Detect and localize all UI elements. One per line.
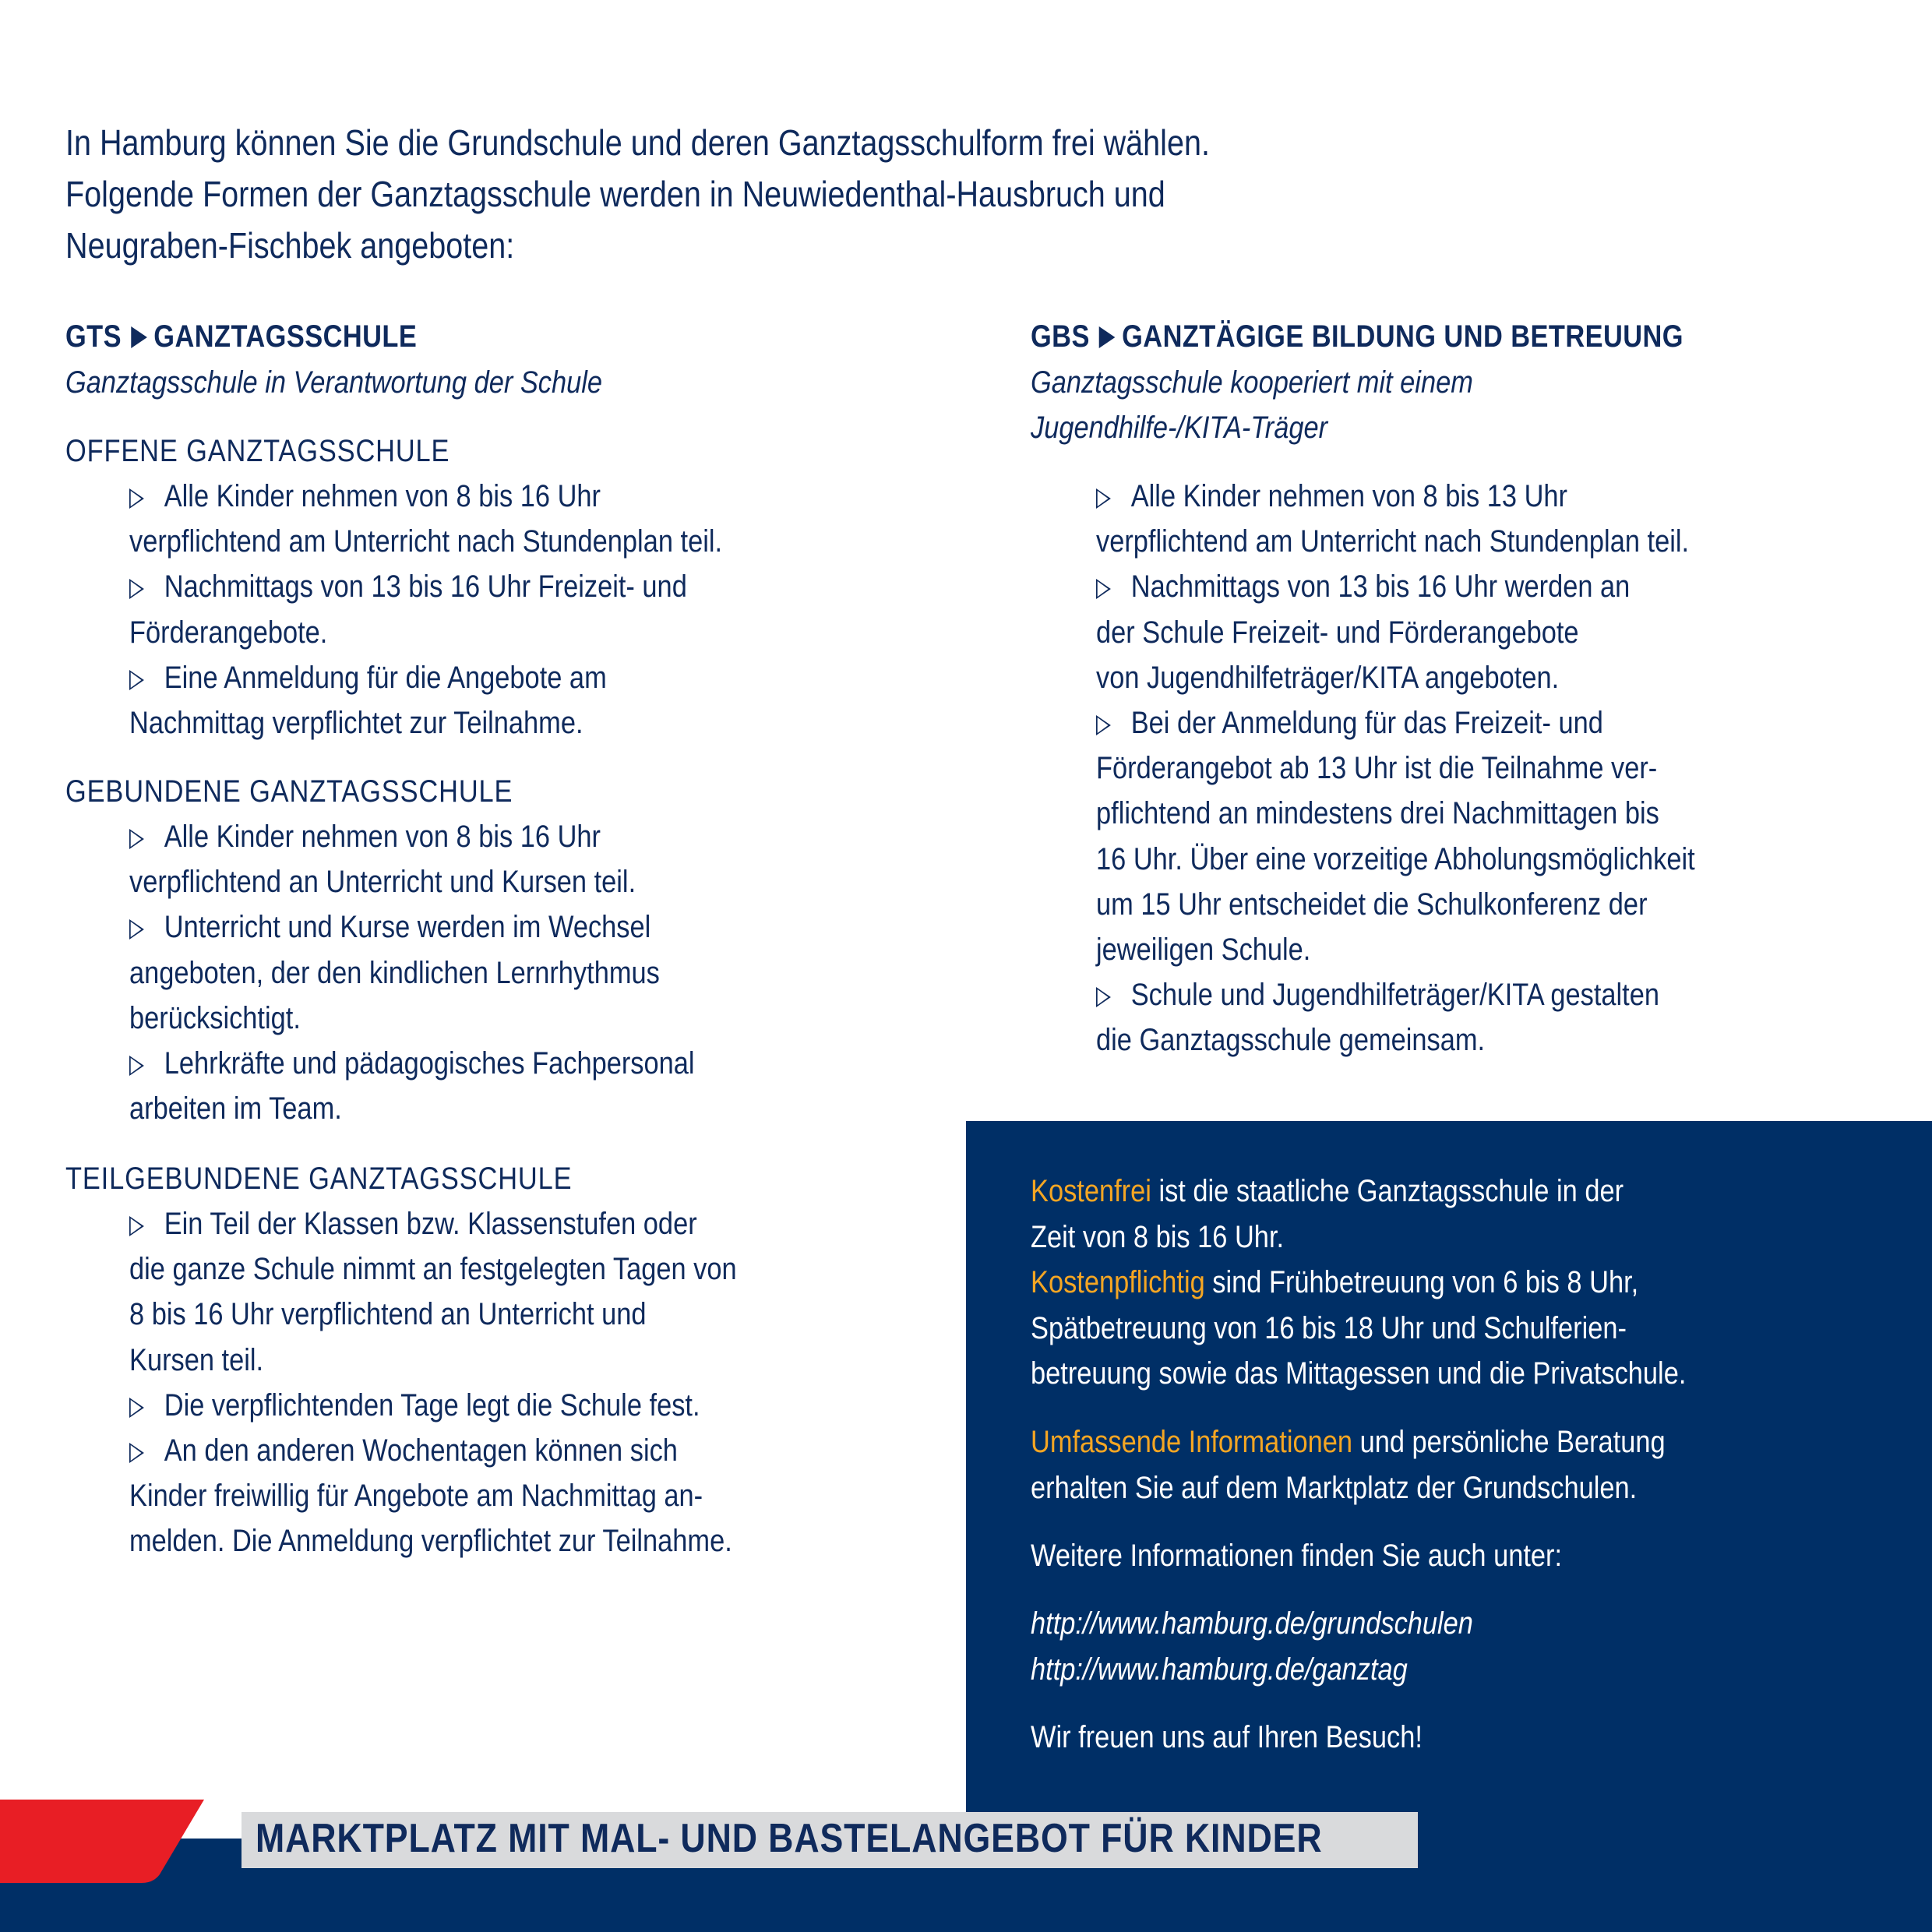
bullet-triangle-icon <box>1096 579 1111 599</box>
list-item <box>129 859 695 904</box>
list-item <box>1096 791 1695 836</box>
info-consultation <box>1031 1419 1666 1511</box>
list-item <box>129 1338 737 1383</box>
list-item <box>129 1473 737 1518</box>
list-item <box>1096 700 1695 746</box>
list-item <box>129 1086 695 1131</box>
list-item-text: melden. Die Anmeldung verpflichtet zur Teilnahme. <box>129 1524 732 1559</box>
bullet-triangle-icon <box>129 670 144 690</box>
list-item <box>1096 837 1695 882</box>
bullet-triangle-icon <box>1096 488 1111 509</box>
gbs-list <box>1096 474 1695 1063</box>
bullet-triangle-icon <box>129 1056 144 1076</box>
bullet-triangle-icon <box>129 579 144 599</box>
list-item-text: Kinder freiwillig für Angebote am Nachmittag an- <box>129 1479 703 1514</box>
list-item <box>1096 655 1695 700</box>
list-item-text: arbeiten im Team. <box>129 1091 342 1126</box>
cost-paid-text: sind Frühbetreuung von 6 bis 8 Uhr, <box>1204 1265 1639 1299</box>
list-item <box>1096 927 1695 972</box>
list-item <box>129 1292 737 1337</box>
cost-paid-text: betreuung sowie das Mittagessen und die Privatschule. <box>1031 1356 1687 1391</box>
list-item-text: von Jugendhilfeträger/KITA angeboten. <box>1096 660 1560 695</box>
list-item-text: 8 bis 16 Uhr verpflichtend an Unterricht und <box>129 1297 647 1332</box>
list-item-text: Nachmittag verpflichtet zur Teilnahme. <box>129 706 583 741</box>
kostenfrei-highlight: Kostenfrei <box>1031 1174 1151 1208</box>
list-item <box>1096 610 1695 655</box>
section-title-offene: OFFENE GANZTAGSSCHULE <box>65 434 450 468</box>
list-item <box>1096 564 1695 609</box>
bullet-triangle-icon <box>1096 715 1111 735</box>
list-item-text: Nachmittags von 13 bis 16 Uhr werden an <box>1130 569 1631 605</box>
gbs-abbr: GBS <box>1031 319 1090 354</box>
list-item <box>1096 1017 1695 1063</box>
list-item <box>129 904 695 950</box>
list-item <box>129 1041 695 1086</box>
list-item <box>1096 519 1695 564</box>
section-list-teilgebundene <box>129 1201 737 1564</box>
list-item-text: An den anderen Wochentagen können sich <box>164 1433 678 1468</box>
list-item <box>129 1428 737 1473</box>
bullet-triangle-icon <box>129 1216 144 1236</box>
red-accent-shape <box>0 1800 210 1885</box>
cost-paid-text: Spätbetreuung von 16 bis 18 Uhr und Schulferien- <box>1031 1310 1627 1345</box>
list-item <box>1096 746 1695 791</box>
gts-title: GANZTAGSSCHULE <box>153 319 418 354</box>
links-list <box>1031 1601 1473 1692</box>
list-item-text: Schule und Jugendhilfeträger/KITA gestalten <box>1130 978 1659 1013</box>
list-item <box>129 655 722 700</box>
list-item-text: Alle Kinder nehmen von 8 bis 16 Uhr <box>164 820 601 854</box>
list-item <box>129 1201 737 1246</box>
more-info-text: Weitere Informationen finden Sie auch unter: <box>1031 1539 1563 1573</box>
list-item <box>129 519 722 564</box>
info-highlight: Umfassende Informationen <box>1031 1425 1353 1459</box>
bullet-triangle-icon <box>1096 987 1111 1007</box>
list-item-text: Ein Teil der Klassen bzw. Klassenstufen oder <box>164 1207 697 1241</box>
bullet-triangle-icon <box>129 1443 144 1463</box>
list-item-text: jeweiligen Schule. <box>1096 933 1311 968</box>
section-list-gebundene <box>129 814 695 1131</box>
list-item-text: die ganze Schule nimmt an festgelegten Tagen von <box>129 1252 737 1287</box>
red-accent-path <box>0 1800 204 1883</box>
list-item-text: Förderangebot ab 13 Uhr ist die Teilnahme ver- <box>1096 751 1658 786</box>
link-grundschulen[interactable]: http://www.hamburg.de/grundschulen <box>1031 1606 1473 1641</box>
gbs-heading <box>1031 319 1683 354</box>
list-item-text: Eine Anmeldung für die Angebote am <box>164 660 607 695</box>
gts-abbr: GTS <box>65 319 122 354</box>
list-item-text: pflichtend an mindestens drei Nachmittagen bis <box>1096 796 1659 831</box>
list-item <box>1096 972 1695 1017</box>
section-title-gebundene: GEBUNDENE GANZTAGSSCHULE <box>65 774 513 809</box>
list-item <box>129 700 722 746</box>
triangle-right-icon <box>131 326 147 348</box>
intro-line: In Hamburg können Sie die Grundschule und deren Ganztagsschulform frei wählen. <box>65 122 1210 163</box>
list-item-text: verpflichtend am Unterricht nach Stundenplan teil. <box>1096 524 1690 559</box>
triangle-right-icon <box>1099 326 1116 348</box>
list-item <box>129 1383 737 1428</box>
list-item-text: der Schule Freizeit- und Förderangebote <box>1096 615 1579 650</box>
list-item-text: Bei der Anmeldung für das Freizeit- und <box>1130 706 1603 741</box>
closing-text: Wir freuen uns auf Ihren Besuch! <box>1031 1720 1423 1754</box>
section-title-teilgebundene: TEILGEBUNDENE GANZTAGSSCHULE <box>65 1162 573 1196</box>
info-text: und persönliche Beratung <box>1352 1425 1666 1459</box>
gbs-subtitle-line: Ganztagsschule kooperiert mit einem <box>1031 365 1473 400</box>
list-item-text: 16 Uhr. Über eine vorzeitige Abholungsmöglichkeit <box>1096 841 1695 876</box>
list-item <box>129 474 722 519</box>
list-item-text: Kursen teil. <box>129 1342 264 1377</box>
bullet-triangle-icon <box>129 1398 144 1418</box>
info-text: erhalten Sie auf dem Marktplatz der Grundschulen. <box>1031 1470 1638 1505</box>
list-item-text: verpflichtend an Unterricht und Kursen teil. <box>129 865 636 900</box>
banner-text: MARKTPLATZ MIT MAL- UND BASTELANGEBOT FÜR KINDER <box>256 1816 1323 1861</box>
list-item <box>129 950 695 996</box>
intro-line: Folgende Formen der Ganztagsschule werden in Neuwiedenthal-Hausbruch und <box>65 174 1165 214</box>
list-item-text: Unterricht und Kurse werden im Wechsel <box>164 910 651 945</box>
gbs-subtitle <box>1031 360 1473 450</box>
list-item-text: Nachmittags von 13 bis 16 Uhr Freizeit- und <box>164 569 687 605</box>
list-item <box>129 814 695 859</box>
link-ganztag[interactable]: http://www.hamburg.de/ganztag <box>1031 1652 1408 1687</box>
section-list-offene <box>129 474 722 746</box>
list-item-text: um 15 Uhr entscheidet die Schulkonferenz der <box>1096 887 1648 922</box>
list-item-text: Alle Kinder nehmen von 8 bis 13 Uhr <box>1130 479 1567 513</box>
list-item-text: Die verpflichtenden Tage legt die Schule fest. <box>164 1387 700 1423</box>
list-item-text: angeboten, der den kindlichen Lernrhythmus <box>129 955 660 990</box>
list-item-text: Förderangebote. <box>129 615 328 650</box>
list-item-text: die Ganztagsschule gemeinsam. <box>1096 1023 1486 1058</box>
list-item <box>1096 882 1695 927</box>
list-item-text: verpflichtend am Unterricht nach Stundenplan teil. <box>129 524 723 559</box>
list-item-text: Alle Kinder nehmen von 8 bis 16 Uhr <box>164 479 601 513</box>
bullet-triangle-icon <box>129 919 144 940</box>
cost-free-text: ist die staatliche Ganztagsschule in der <box>1151 1174 1624 1208</box>
gbs-subtitle-line: Jugendhilfe-/KITA-Träger <box>1031 411 1328 445</box>
list-item <box>129 1518 737 1564</box>
gts-subtitle: Ganztagsschule in Verantwortung der Schule <box>65 365 603 400</box>
gbs-title: GANZTÄGIGE BILDUNG UND BETREUUNG <box>1122 319 1683 354</box>
bullet-triangle-icon <box>129 488 144 509</box>
list-item <box>129 610 722 655</box>
cost-info <box>1031 1169 1686 1397</box>
intro-paragraph <box>65 117 1210 271</box>
list-item-text: berücksichtigt. <box>129 1000 301 1035</box>
list-item-text: Lehrkräfte und pädagogisches Fachpersonal <box>164 1046 695 1081</box>
list-item <box>129 996 695 1041</box>
list-item <box>129 1246 737 1292</box>
gts-heading <box>65 319 417 354</box>
bullet-triangle-icon <box>129 829 144 849</box>
list-item <box>1096 474 1695 519</box>
kostenpflichtig-highlight: Kostenpflichtig <box>1031 1265 1205 1299</box>
list-item <box>129 564 722 609</box>
cost-free-text: Zeit von 8 bis 16 Uhr. <box>1031 1219 1285 1254</box>
intro-line: Neugraben-Fischbek angeboten: <box>65 225 515 266</box>
